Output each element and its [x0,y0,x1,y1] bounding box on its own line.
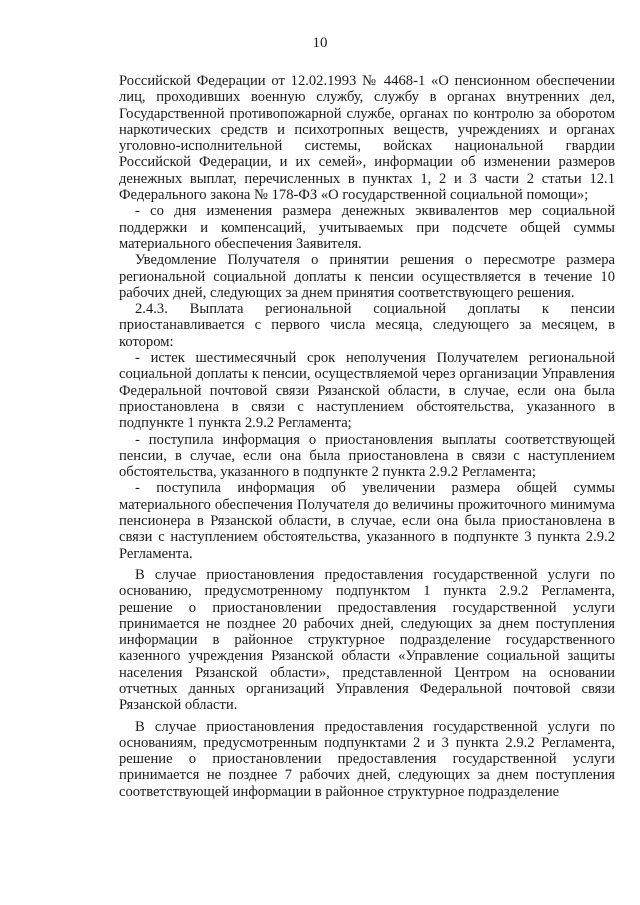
paragraph-suspension-case-1: В случае приостановления предоставления государственной услуги по основанию, предусмотренному подпунктом 1 пункта 2.9.2 Регламента, решение о приостановлении предоставления государственной услуги принимается не позднее 20 рабочих дней, следующих за днем поступления информации в районное структурное подразделение государственного казенного учреждения Рязанской области «Управление социальной защиты населения Рязанской области», представленной Центром на основании отчетных данных организаций Управления Федеральной почтовой связи Рязанской области. [119,566,615,714]
paragraph-list-item: - со дня изменения размера денежных эквивалентов мер социальной поддержки и компенсаций, учитываемых при подсчете общей суммы материального обеспечения Заявителя. [119,203,615,252]
paragraph-list-item: - поступила информация об увеличении размера общей суммы материального обеспечения Получателя до величины прожиточного минимума пенсионера в Рязанской области, в случае, если она была приостановлена в связи с наступлением обстоятельства, указанного в подпункте 3 пункта 2.9.2 Регламента. [119,480,615,562]
paragraph-list-item: - истек шестимесячный срок неполучения Получателем региональной социальной доплаты к пенсии, осуществляемой через организации Управления Федеральной почтовой связи Рязанской области, в случае, если она была приостановлена в связи с наступлением обстоятельства, указанного в подпункте 1 пункта 2.9.2 Регламента; [119,350,615,432]
paragraph-continuation: Российской Федерации от 12.02.1993 № 4468-1 «О пенсионном обеспечении лиц, проходивших военную службу, службу в органах внутренних дел, Государственной противопожарной службе, органах по контролю за оборотом наркотических средств и психотропных веществ, учреждениях и органах уголовно-исполнительной системы, войсках национальной гвардии Российской Федерации, и их семей», информации об изменении размеров денежных выплат, перечисленных в пунктах 1, 2 и 3 части 2 статьи 12.1 Федерального закона № 178-ФЗ «О государственной социальной помощи»; [119,73,615,204]
paragraph-suspension-case-2: В случае приостановления предоставления государственной услуги по основаниям, предусмотренным подпунктами 2 и 3 пункта 2.9.2 Регламента, решение о приостановлении предоставления государственной услуги принимается не позднее 7 рабочих дней, следующих за днем поступления соответствующей информации в районное структурное подразделение [119,718,615,800]
page-number: 10 [312,35,328,51]
paragraph-list-item: - поступила информация о приостановления выплаты соответствующей пенсии, в случае, если она была приостановлена в связи с наступлением обстоятельства, указанного в подпункте 2 пункта 2.9.2 Регламента; [119,431,615,481]
paragraph-section-2-4-3: 2.4.3. Выплата региональной социальной доплаты к пенсии приостанавливается с первого числа месяца, следующего за месяцем, в котором: [119,301,615,350]
paragraph-notification: Уведомление Получателя о принятии решения о пересмотре размера региональной социальной доплаты к пенсии осуществляется в течение 10 рабочих дней, следующих за днем принятия соответствующего решения. [119,252,615,301]
document-body [119,73,615,800]
